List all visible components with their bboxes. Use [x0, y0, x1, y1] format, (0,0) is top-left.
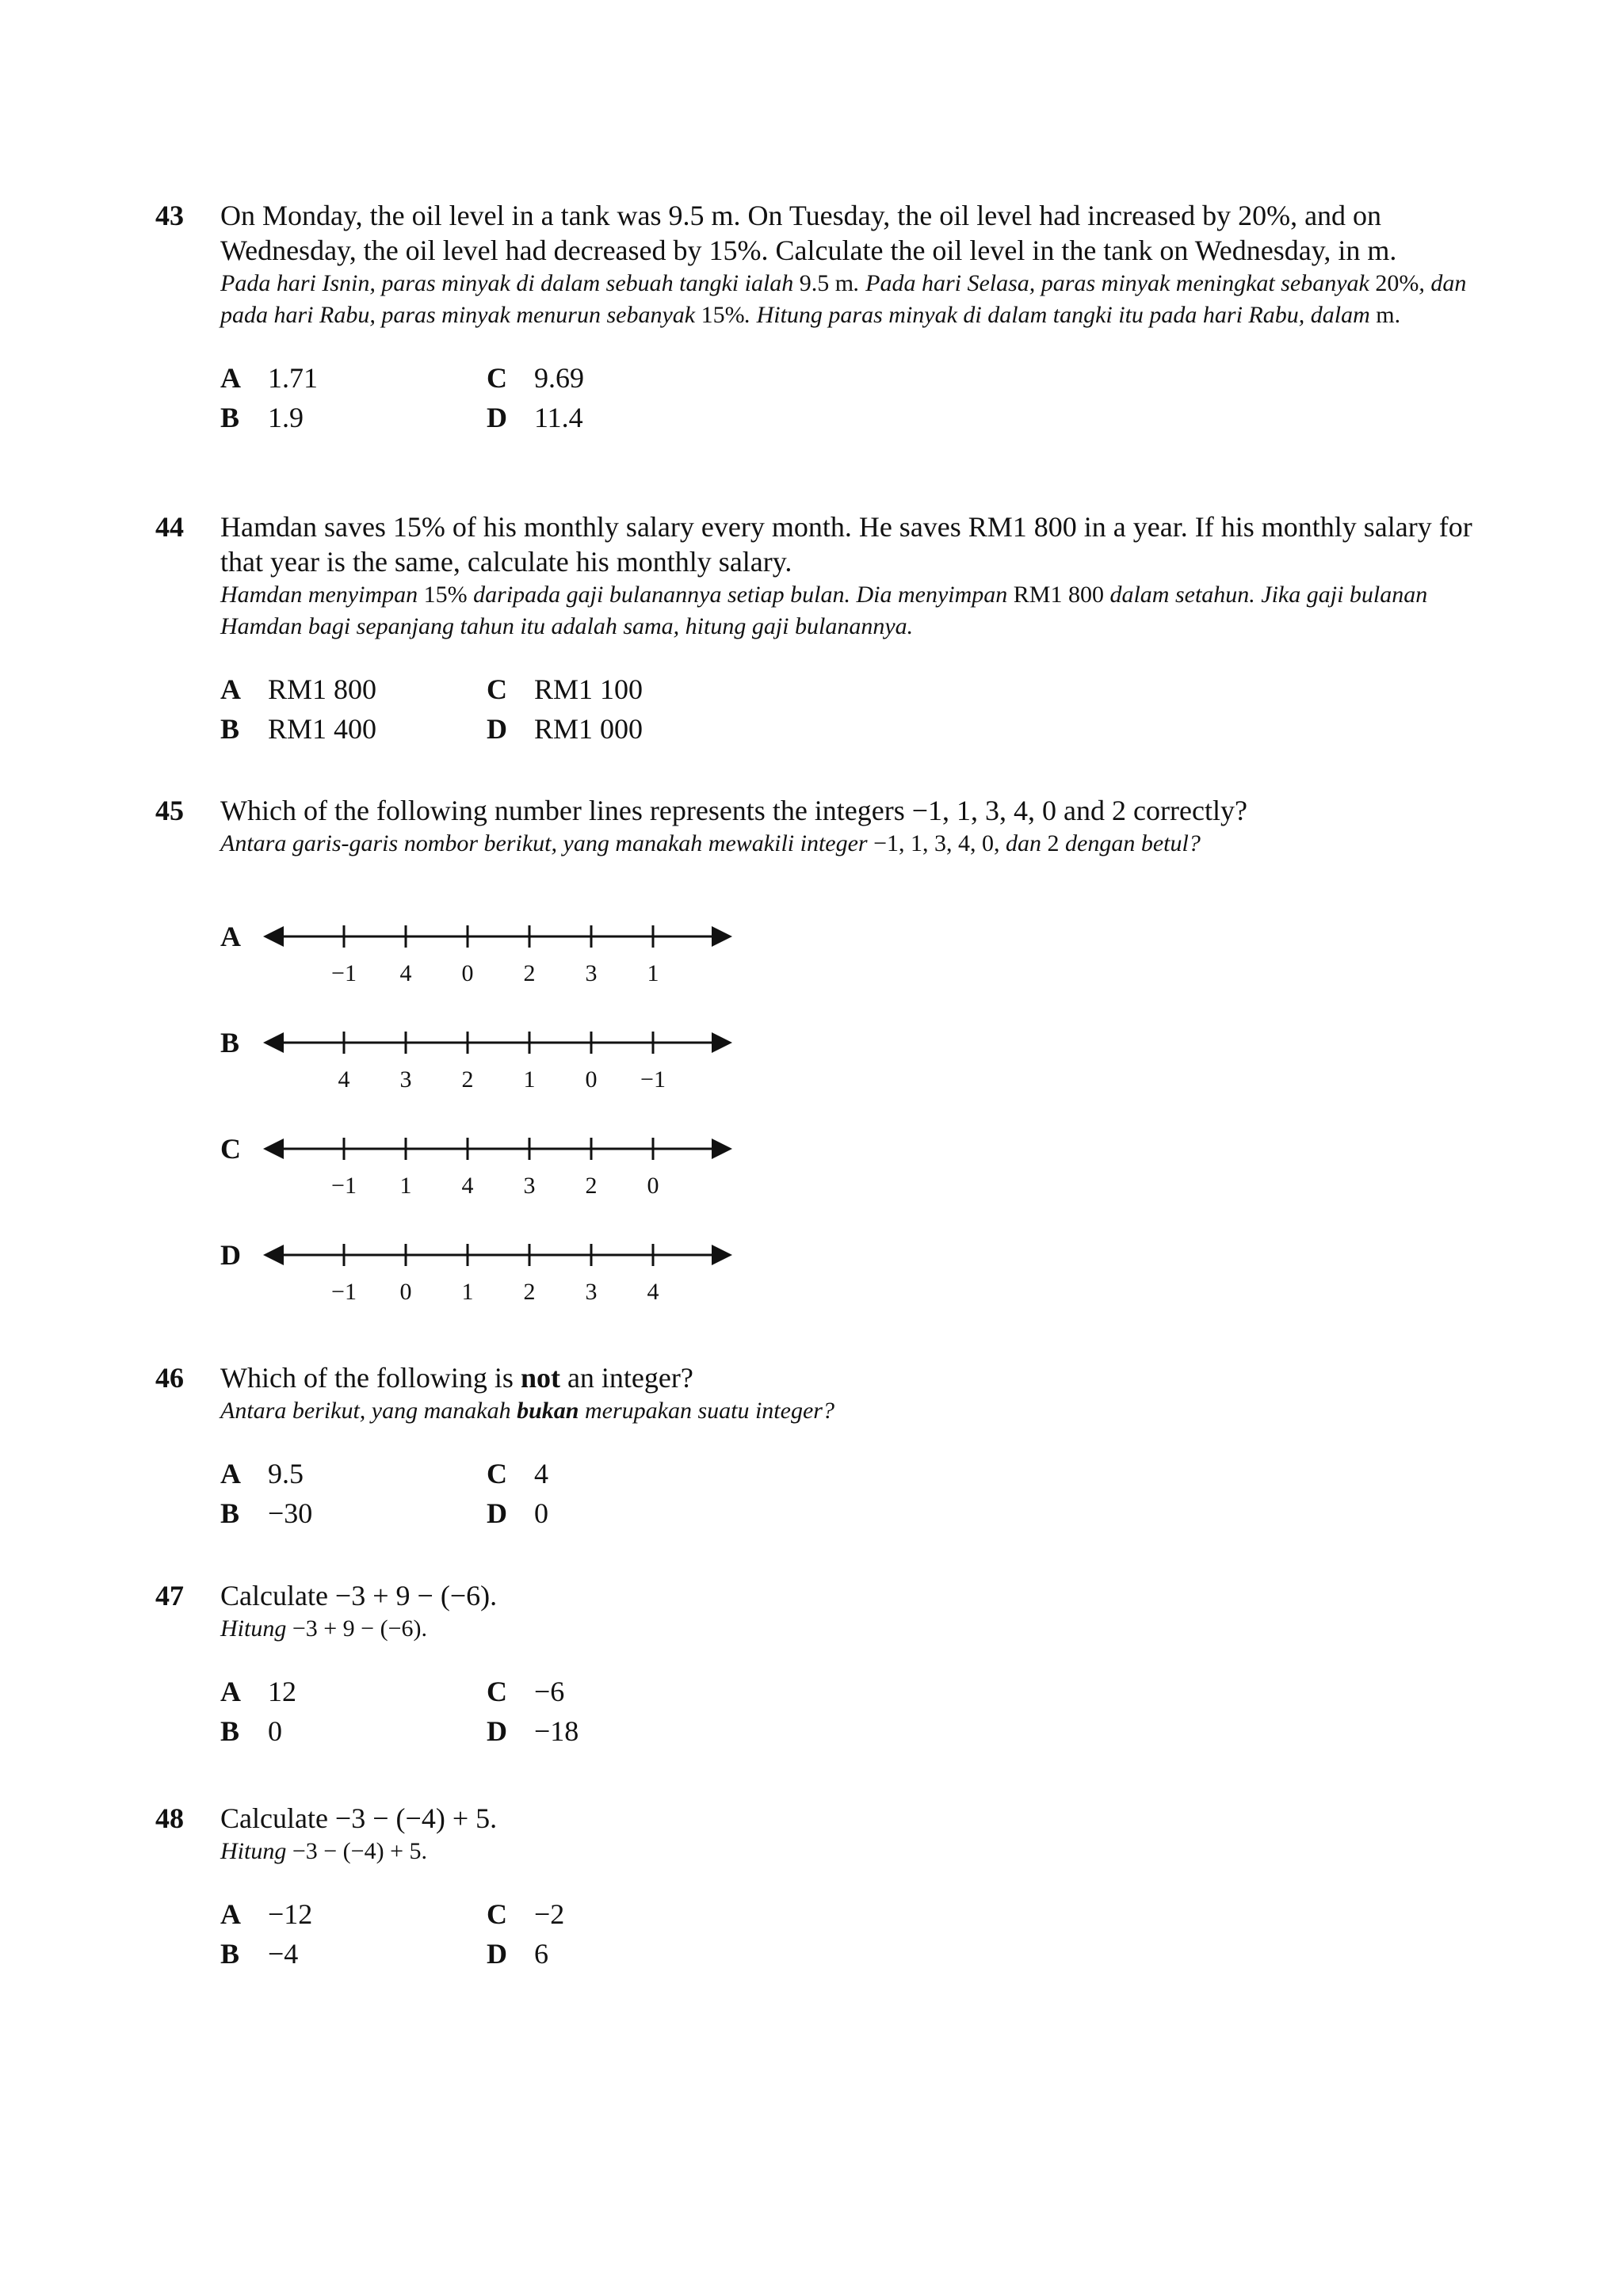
number-line [220, 1238, 759, 1317]
question-number: 46 [155, 1362, 184, 1394]
option-text: 1.9 [268, 402, 304, 433]
option-letter: A [220, 673, 241, 705]
option-a[interactable] [220, 1894, 487, 1934]
option-text: RM1 000 [534, 713, 643, 745]
option-d[interactable] [487, 1934, 753, 1974]
option-b[interactable] [220, 709, 487, 749]
question-text-english: Calculate −3 − (−4) + 5. [220, 1802, 498, 1834]
question-text-english: On Monday, the oil level in a tank was 9.5 m. On Tuesday, the oil level had increased by 20%, and on Wednesday, the oil level had decreased by 15%. Calculate the oil level in the tank on Wednesday, in m. [220, 200, 1397, 266]
option-text: 0 [534, 1497, 548, 1529]
option-letter: A [220, 1676, 241, 1707]
option-letter: B [220, 1027, 240, 1058]
option-c[interactable] [487, 1454, 753, 1493]
question-number: 45 [155, 795, 184, 826]
question-text-malay: Antara berikut, yang manakah bukan merupakan suatu integer? [220, 1398, 834, 1424]
tick-label: −1 [331, 1173, 357, 1199]
option-text: 1.71 [268, 362, 318, 394]
option-b[interactable] [220, 1711, 487, 1751]
question-text-english: Hamdan saves 15% of his monthly salary every month. He saves RM1 800 in a year. If his monthly salary for that year is the same, calculate his monthly salary. [220, 511, 1472, 578]
option-letter: D [220, 1239, 241, 1271]
option-letter: D [487, 402, 507, 433]
left-arrow-icon [263, 1245, 284, 1265]
option-c[interactable] [487, 358, 753, 398]
question-text-malay: Hitung −3 − (−4) + 5. [220, 1838, 427, 1864]
option-letter: D [487, 1497, 507, 1529]
option-text: −30 [268, 1497, 313, 1529]
option-b[interactable] [220, 1493, 487, 1533]
option-text: 11.4 [534, 402, 583, 433]
answer-options [220, 1672, 1488, 1751]
option-c[interactable] [487, 1894, 753, 1934]
option-a[interactable] [220, 669, 487, 709]
option-letter: A [220, 1898, 241, 1930]
option-d[interactable] [487, 1711, 753, 1751]
option-text: 0 [268, 1715, 282, 1747]
option-text: −6 [534, 1676, 565, 1707]
question-text-malay: Hitung −3 + 9 − (−6). [220, 1615, 427, 1642]
option-letter: B [220, 402, 240, 433]
option-a[interactable] [220, 1454, 487, 1493]
tick-label: 3 [523, 1173, 536, 1199]
question-text-english: Which of the following number lines represents the integers −1, 1, 3, 4, 0 and 2 correctly? [220, 795, 1247, 826]
option-letter: A [220, 1458, 241, 1489]
option-letter: B [220, 1938, 240, 1970]
tick-label: 1 [461, 1279, 474, 1305]
option-b[interactable] [220, 398, 487, 437]
option-text: 9.69 [534, 362, 584, 394]
question-text-english: Calculate −3 + 9 − (−6). [220, 1580, 498, 1611]
tick-label: 0 [461, 960, 474, 986]
tick-label: −1 [331, 960, 357, 986]
option-c[interactable] [487, 669, 753, 709]
option-c[interactable] [487, 1672, 753, 1711]
option-letter: C [487, 362, 507, 394]
option-text: −12 [268, 1898, 313, 1930]
tick-label: 0 [399, 1279, 412, 1305]
question-text-malay: Hamdan menyimpan 15% daripada gaji bulanannya setiap bulan. Dia menyimpan RM1 800 dalam setahun. Jika gaji bulanan Hamdan bagi sepanjang tahun itu adalah sama, hitung gaji bulanannya. [220, 582, 1428, 639]
answer-options [220, 669, 1488, 749]
option-letter: C [487, 673, 507, 705]
option-letter: B [220, 713, 240, 745]
option-letter: D [487, 713, 507, 745]
number-line-option-c[interactable] [220, 1131, 759, 1211]
number-line [220, 1131, 759, 1211]
tick-label: 2 [461, 1066, 474, 1093]
option-b[interactable] [220, 1934, 487, 1974]
tick-label: 1 [647, 960, 659, 986]
number-line-option-b[interactable] [220, 1025, 759, 1104]
option-letter: C [487, 1676, 507, 1707]
tick-label: 4 [399, 960, 412, 986]
option-d[interactable] [487, 709, 753, 749]
right-arrow-icon [712, 1032, 732, 1053]
tick-label: 0 [585, 1066, 598, 1093]
question-text-malay: Antara garis-garis nombor berikut, yang manakah mewakili integer −1, 1, 3, 4, 0, dan 2 dengan betul? [220, 830, 1201, 856]
right-arrow-icon [712, 1138, 732, 1159]
option-text: 4 [534, 1458, 548, 1489]
tick-label: 2 [523, 960, 536, 986]
tick-label: −1 [331, 1279, 357, 1305]
left-arrow-icon [263, 1032, 284, 1053]
option-text: −4 [268, 1938, 299, 1970]
option-letter: D [487, 1715, 507, 1747]
question-number: 47 [155, 1580, 184, 1611]
option-text: RM1 100 [534, 673, 643, 705]
tick-label: 3 [399, 1066, 412, 1093]
left-arrow-icon [263, 1138, 284, 1159]
option-letter: C [220, 1133, 241, 1165]
tick-label: 4 [338, 1066, 350, 1093]
number-line-option-a[interactable] [220, 919, 759, 998]
option-letter: D [487, 1938, 507, 1970]
number-line [220, 1025, 759, 1104]
option-letter: B [220, 1497, 240, 1529]
option-d[interactable] [487, 398, 753, 437]
tick-label: −1 [640, 1066, 666, 1093]
option-letter: C [487, 1458, 507, 1489]
option-text: −2 [534, 1898, 565, 1930]
tick-label: 4 [461, 1173, 474, 1199]
option-text: RM1 400 [268, 713, 377, 745]
option-d[interactable] [487, 1493, 753, 1533]
option-a[interactable] [220, 1672, 487, 1711]
tick-label: 2 [523, 1279, 536, 1305]
option-letter: B [220, 1715, 240, 1747]
question-text-english: Which of the following is not an integer? [220, 1362, 693, 1394]
option-letter: A [220, 362, 241, 394]
tick-label: 2 [585, 1173, 598, 1199]
tick-label: 0 [647, 1173, 659, 1199]
option-text: −18 [534, 1715, 579, 1747]
option-text: 9.5 [268, 1458, 304, 1489]
option-text: 6 [534, 1938, 548, 1970]
answer-options [220, 1894, 1488, 1974]
option-a[interactable] [220, 358, 487, 398]
tick-label: 1 [523, 1066, 536, 1093]
left-arrow-icon [263, 926, 284, 947]
question-text-malay: Pada hari Isnin, paras minyak di dalam sebuah tangki ialah 9.5 m. Pada hari Selasa, paras minyak meningkat sebanyak 20%, dan pada hari Rabu, paras minyak menurun sebanyak 15%. Hitung paras minyak di dalam tangki itu pada hari Rabu, dalam m. [220, 270, 1467, 328]
number-line-option-d[interactable] [220, 1238, 759, 1317]
number-line-options [220, 919, 759, 1331]
question-number: 43 [155, 200, 184, 231]
question-number: 44 [155, 511, 184, 543]
question-number: 48 [155, 1802, 184, 1834]
answer-options [220, 1454, 1488, 1533]
tick-label: 4 [647, 1279, 659, 1305]
right-arrow-icon [712, 926, 732, 947]
option-letter: A [220, 921, 241, 952]
option-text: 12 [268, 1676, 296, 1707]
tick-label: 3 [585, 960, 598, 986]
option-letter: C [487, 1898, 507, 1930]
tick-label: 1 [399, 1173, 412, 1199]
number-line [220, 919, 759, 998]
tick-label: 3 [585, 1279, 598, 1305]
answer-options [220, 358, 1488, 437]
right-arrow-icon [712, 1245, 732, 1265]
option-text: RM1 800 [268, 673, 377, 705]
